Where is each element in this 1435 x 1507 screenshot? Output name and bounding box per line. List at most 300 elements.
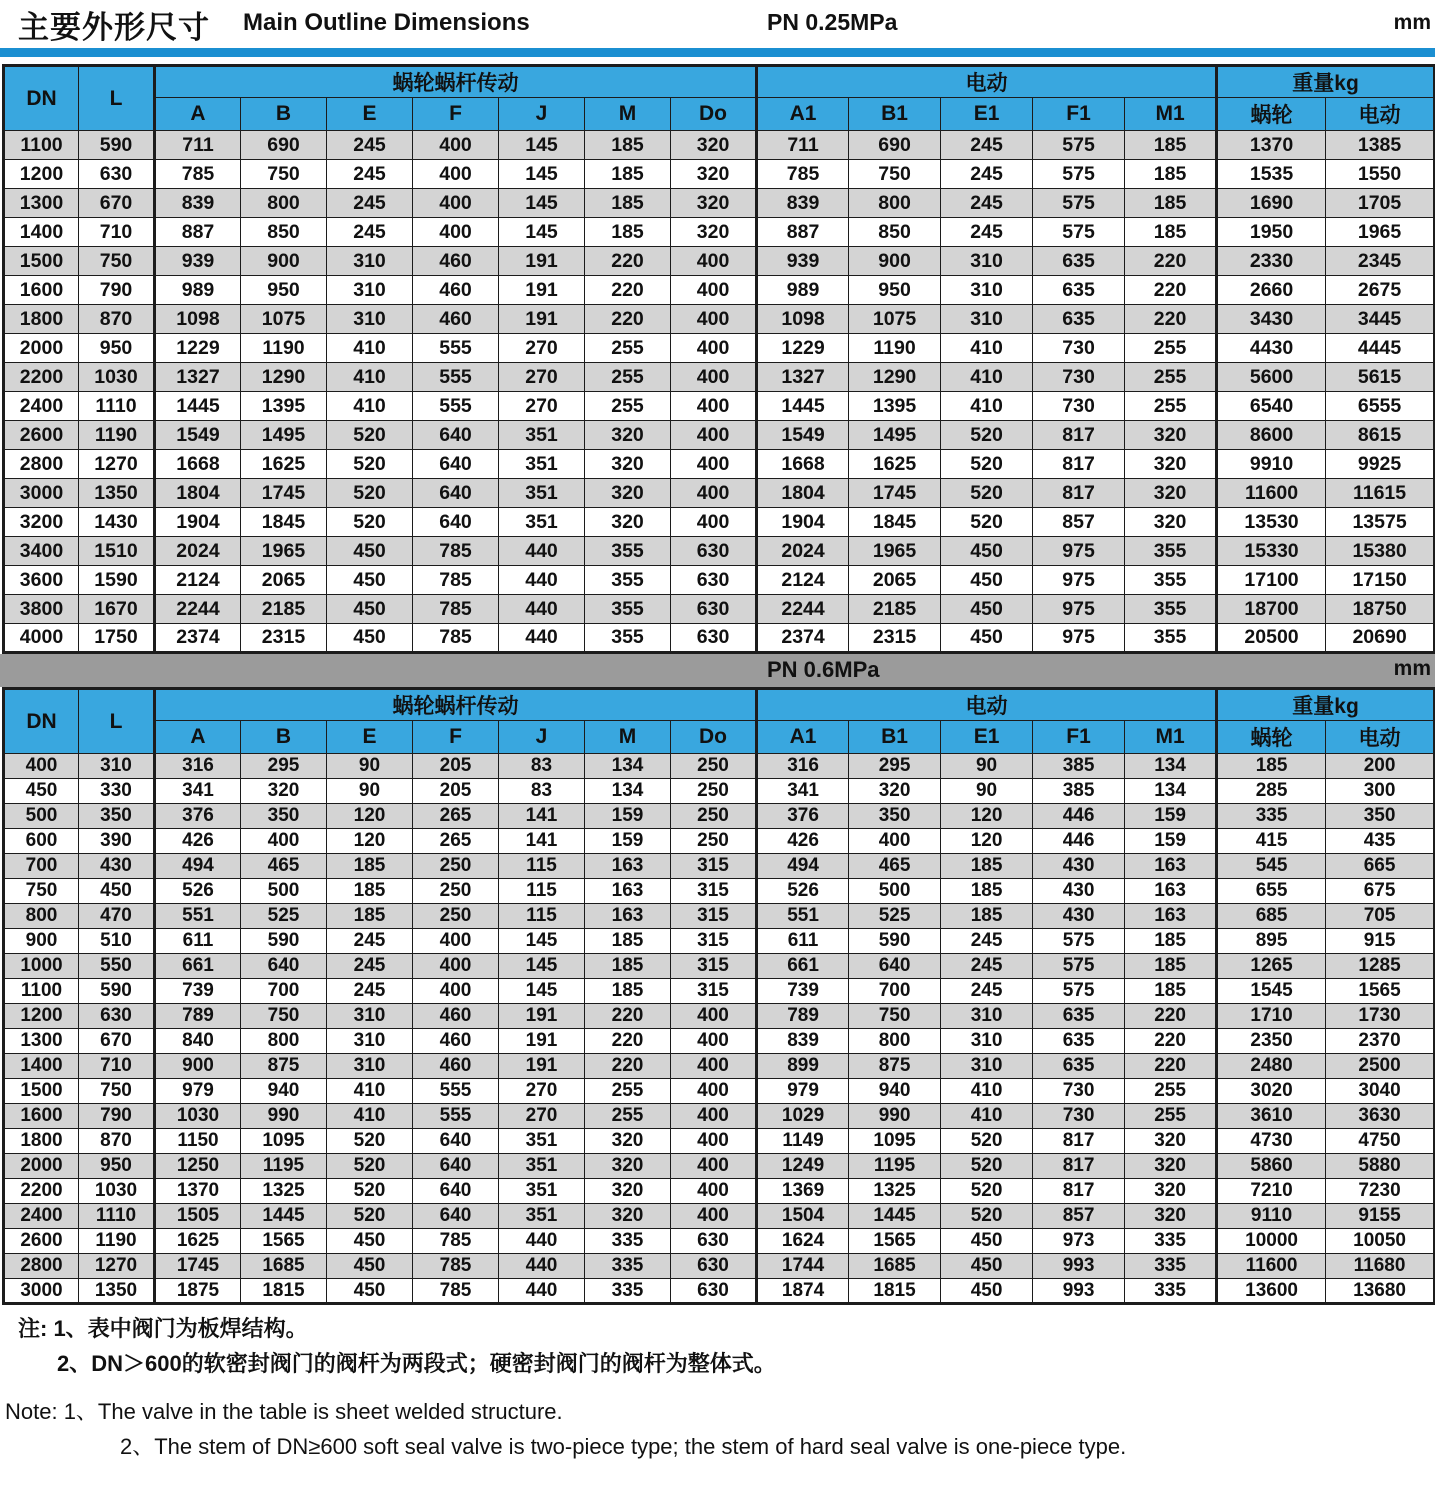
cell: 785 xyxy=(413,1229,499,1254)
col-header-a1: A1 xyxy=(757,721,849,754)
cell: 400 xyxy=(671,305,757,334)
cell: 817 xyxy=(1033,479,1125,508)
cell: 185 xyxy=(1125,131,1217,160)
cell: 11615 xyxy=(1326,479,1435,508)
cell: 185 xyxy=(1125,189,1217,218)
cell: 351 xyxy=(499,1204,585,1229)
cell: 245 xyxy=(327,954,413,979)
cell: 989 xyxy=(155,276,241,305)
cell: 255 xyxy=(1125,334,1217,363)
cell: 520 xyxy=(941,1204,1033,1229)
cell: 440 xyxy=(499,595,585,624)
cell: 335 xyxy=(585,1254,671,1279)
cell: 520 xyxy=(941,1179,1033,1204)
cell: 310 xyxy=(327,305,413,334)
cell: 335 xyxy=(585,1279,671,1304)
cell: 410 xyxy=(327,363,413,392)
cell: 255 xyxy=(585,1104,671,1129)
cell: 785 xyxy=(413,624,499,653)
cell: 185 xyxy=(327,879,413,904)
cell: 400 xyxy=(671,363,757,392)
cell: 440 xyxy=(499,566,585,595)
table-row xyxy=(4,1054,1435,1079)
cell: 163 xyxy=(1125,904,1217,929)
cell: 1385 xyxy=(1326,131,1435,160)
cell: 295 xyxy=(849,754,941,779)
cell: 635 xyxy=(1033,1054,1125,1079)
cell: 520 xyxy=(941,1129,1033,1154)
cell: 185 xyxy=(941,879,1033,904)
cell: 185 xyxy=(585,189,671,218)
cell: 3000 xyxy=(4,479,79,508)
cell: 900 xyxy=(155,1054,241,1079)
notes-section xyxy=(0,1318,1435,1458)
cell: 376 xyxy=(757,804,849,829)
table-row xyxy=(4,247,1435,276)
cell: 575 xyxy=(1033,189,1125,218)
cell: 739 xyxy=(757,979,849,1004)
cell: 520 xyxy=(941,450,1033,479)
cell: 800 xyxy=(241,189,327,218)
cell: 1400 xyxy=(4,1054,79,1079)
cell: 1904 xyxy=(757,508,849,537)
cell: 11600 xyxy=(1217,479,1326,508)
cell: 115 xyxy=(499,904,585,929)
cell: 1270 xyxy=(79,1254,155,1279)
cell: 2345 xyxy=(1326,247,1435,276)
cell: 635 xyxy=(1033,305,1125,334)
cell: 355 xyxy=(1125,537,1217,566)
cell: 500 xyxy=(241,879,327,904)
cell: 526 xyxy=(155,879,241,904)
cell: 555 xyxy=(413,1104,499,1129)
cell: 351 xyxy=(499,479,585,508)
cell: 975 xyxy=(1033,566,1125,595)
col-header-e: E xyxy=(327,721,413,754)
cell: 8615 xyxy=(1326,421,1435,450)
cell: 979 xyxy=(155,1079,241,1104)
cell: 975 xyxy=(1033,537,1125,566)
cell: 320 xyxy=(1125,1154,1217,1179)
cell: 245 xyxy=(941,979,1033,1004)
cell: 2400 xyxy=(4,392,79,421)
cell: 185 xyxy=(1125,979,1217,1004)
cell: 750 xyxy=(849,160,941,189)
cell: 9155 xyxy=(1326,1204,1435,1229)
cell: 640 xyxy=(413,450,499,479)
accent-bar xyxy=(0,48,1435,57)
group-header-weight: 重量kg xyxy=(1217,66,1435,98)
cell: 600 xyxy=(4,829,79,854)
cell: 450 xyxy=(4,779,79,804)
cell: 191 xyxy=(499,276,585,305)
cell: 1249 xyxy=(757,1154,849,1179)
cell: 1325 xyxy=(849,1179,941,1204)
cell: 551 xyxy=(155,904,241,929)
cell: 191 xyxy=(499,1029,585,1054)
cell: 635 xyxy=(1033,276,1125,305)
cell: 7230 xyxy=(1326,1179,1435,1204)
cell: 750 xyxy=(4,879,79,904)
cell: 817 xyxy=(1033,1129,1125,1154)
cell: 220 xyxy=(585,1029,671,1054)
table-row xyxy=(4,276,1435,305)
cell: 465 xyxy=(241,854,327,879)
cell: 940 xyxy=(241,1079,327,1104)
cell: 700 xyxy=(241,979,327,1004)
cell: 335 xyxy=(1125,1254,1217,1279)
cell: 575 xyxy=(1033,954,1125,979)
cell: 20500 xyxy=(1217,624,1326,653)
cell: 3200 xyxy=(4,508,79,537)
cell: 670 xyxy=(79,1029,155,1054)
table-row xyxy=(4,829,1435,854)
cell: 90 xyxy=(327,754,413,779)
cell: 555 xyxy=(413,1079,499,1104)
cell: 525 xyxy=(849,904,941,929)
cell: 415 xyxy=(1217,829,1326,854)
col-header-f1: F1 xyxy=(1033,98,1125,131)
cell: 134 xyxy=(1125,779,1217,804)
cell: 450 xyxy=(941,1254,1033,1279)
col-header-weight-worm: 蜗轮 xyxy=(1217,98,1326,131)
table-row xyxy=(4,218,1435,247)
cell: 440 xyxy=(499,1254,585,1279)
cell: 1327 xyxy=(155,363,241,392)
cell: 1730 xyxy=(1326,1004,1435,1029)
cell: 510 xyxy=(79,929,155,954)
cell: 1229 xyxy=(155,334,241,363)
cell: 310 xyxy=(941,1029,1033,1054)
cell: 3800 xyxy=(4,595,79,624)
cell: 220 xyxy=(585,305,671,334)
cell: 134 xyxy=(1125,754,1217,779)
cell: 1565 xyxy=(849,1229,941,1254)
cell: 3400 xyxy=(4,537,79,566)
cell: 1290 xyxy=(849,363,941,392)
cell: 4750 xyxy=(1326,1129,1435,1154)
cell: 163 xyxy=(585,854,671,879)
cell: 1565 xyxy=(241,1229,327,1254)
cell: 460 xyxy=(413,247,499,276)
cell: 440 xyxy=(499,537,585,566)
cell: 2660 xyxy=(1217,276,1326,305)
cell: 320 xyxy=(241,779,327,804)
cell: 1500 xyxy=(4,1079,79,1104)
cell: 270 xyxy=(499,392,585,421)
cell: 675 xyxy=(1326,879,1435,904)
table-row xyxy=(4,754,1435,779)
cell: 2315 xyxy=(849,624,941,653)
cell: 351 xyxy=(499,508,585,537)
cell: 1565 xyxy=(1326,979,1435,1004)
cell: 245 xyxy=(941,929,1033,954)
cell: 341 xyxy=(155,779,241,804)
cell: 555 xyxy=(413,334,499,363)
unit-label-bottom: mm xyxy=(1393,657,1431,680)
table2-header xyxy=(4,689,1435,754)
cell: 900 xyxy=(849,247,941,276)
cell: 410 xyxy=(327,1079,413,1104)
cell: 2185 xyxy=(241,595,327,624)
cell: 730 xyxy=(1033,1104,1125,1129)
cell: 430 xyxy=(79,854,155,879)
cell: 245 xyxy=(327,189,413,218)
cell: 590 xyxy=(79,131,155,160)
cell: 446 xyxy=(1033,804,1125,829)
cell: 320 xyxy=(1125,1129,1217,1154)
cell: 191 xyxy=(499,1054,585,1079)
cell: 520 xyxy=(327,450,413,479)
cell: 2124 xyxy=(155,566,241,595)
cell: 1904 xyxy=(155,508,241,537)
cell: 975 xyxy=(1033,624,1125,653)
cell: 2185 xyxy=(849,595,941,624)
cell: 440 xyxy=(499,624,585,653)
cell: 2065 xyxy=(241,566,327,595)
cell: 220 xyxy=(585,247,671,276)
table-row xyxy=(4,160,1435,189)
cell: 1745 xyxy=(155,1254,241,1279)
pressure-rating-bottom: PN 0.6MPa xyxy=(767,657,880,682)
cell: 185 xyxy=(585,160,671,189)
cell: 1110 xyxy=(79,392,155,421)
col-header-do: Do xyxy=(671,721,757,754)
cell: 785 xyxy=(413,1279,499,1304)
dimensions-table-pn06 xyxy=(2,687,1435,1305)
table-row xyxy=(4,1004,1435,1029)
cell: 993 xyxy=(1033,1254,1125,1279)
col-header-m1: M1 xyxy=(1125,721,1217,754)
table-row xyxy=(4,1154,1435,1179)
cell: 15380 xyxy=(1326,537,1435,566)
cell: 500 xyxy=(849,879,941,904)
cell: 989 xyxy=(757,276,849,305)
cell: 575 xyxy=(1033,979,1125,1004)
cell: 526 xyxy=(757,879,849,904)
cell: 3610 xyxy=(1217,1104,1326,1129)
cell: 90 xyxy=(941,754,1033,779)
cell: 1030 xyxy=(155,1104,241,1129)
cell: 320 xyxy=(671,218,757,247)
cell: 13680 xyxy=(1326,1279,1435,1304)
cell: 400 xyxy=(671,450,757,479)
cell: 351 xyxy=(499,1154,585,1179)
cell: 590 xyxy=(241,929,327,954)
group-header-electric: 电动 xyxy=(757,66,1217,98)
cell: 410 xyxy=(941,1079,1033,1104)
cell: 1110 xyxy=(79,1204,155,1229)
cell: 550 xyxy=(79,954,155,979)
cell: 790 xyxy=(79,1104,155,1129)
cell: 430 xyxy=(1033,854,1125,879)
cell: 494 xyxy=(757,854,849,879)
cell: 1098 xyxy=(757,305,849,334)
cell: 355 xyxy=(585,624,671,653)
cell: 1030 xyxy=(79,363,155,392)
cell: 355 xyxy=(1125,624,1217,653)
group-header-weight: 重量kg xyxy=(1217,689,1435,721)
cell: 750 xyxy=(79,247,155,276)
cell: 250 xyxy=(413,854,499,879)
cell: 2500 xyxy=(1326,1054,1435,1079)
cell: 630 xyxy=(671,537,757,566)
cell: 120 xyxy=(941,829,1033,854)
cell: 11680 xyxy=(1326,1254,1435,1279)
cell: 1668 xyxy=(155,450,241,479)
table-row xyxy=(4,537,1435,566)
cell: 255 xyxy=(585,392,671,421)
table-row xyxy=(4,131,1435,160)
cell: 850 xyxy=(241,218,327,247)
cell: 525 xyxy=(241,904,327,929)
cell: 1750 xyxy=(79,624,155,653)
cell: 520 xyxy=(941,421,1033,450)
cell: 295 xyxy=(241,754,327,779)
group-header-worm: 蜗轮蜗杆传动 xyxy=(155,689,757,721)
section-divider xyxy=(0,654,1435,687)
cell: 400 xyxy=(413,189,499,218)
cell: 611 xyxy=(155,929,241,954)
col-header-m: M xyxy=(585,721,671,754)
cell: 710 xyxy=(79,218,155,247)
cell: 400 xyxy=(413,218,499,247)
col-header-a: A xyxy=(155,98,241,131)
cell: 2675 xyxy=(1326,276,1435,305)
cell: 5880 xyxy=(1326,1154,1435,1179)
cell: 2800 xyxy=(4,450,79,479)
cell: 1690 xyxy=(1217,189,1326,218)
cell: 630 xyxy=(79,1004,155,1029)
cell: 185 xyxy=(1125,218,1217,247)
cell: 950 xyxy=(241,276,327,305)
cell: 15330 xyxy=(1217,537,1326,566)
cell: 351 xyxy=(499,1179,585,1204)
table-row xyxy=(4,305,1435,334)
cell: 899 xyxy=(757,1054,849,1079)
col-header-a: A xyxy=(155,721,241,754)
cell: 494 xyxy=(155,854,241,879)
cell: 90 xyxy=(327,779,413,804)
cell: 310 xyxy=(941,247,1033,276)
col-header-do: Do xyxy=(671,98,757,131)
cell: 400 xyxy=(671,334,757,363)
cell: 1875 xyxy=(155,1279,241,1304)
cell: 3430 xyxy=(1217,305,1326,334)
cell: 245 xyxy=(327,929,413,954)
table-row xyxy=(4,392,1435,421)
cell: 320 xyxy=(585,1154,671,1179)
cell: 255 xyxy=(585,363,671,392)
page-title-en: Main Outline Dimensions xyxy=(243,9,530,36)
cell: 335 xyxy=(1217,804,1326,829)
cell: 839 xyxy=(757,189,849,218)
cell: 1395 xyxy=(241,392,327,421)
cell: 185 xyxy=(585,929,671,954)
cell: 1800 xyxy=(4,1129,79,1154)
cell: 1549 xyxy=(155,421,241,450)
cell: 141 xyxy=(499,804,585,829)
cell: 450 xyxy=(79,879,155,904)
cell: 711 xyxy=(155,131,241,160)
cell: 520 xyxy=(327,508,413,537)
cell: 1710 xyxy=(1217,1004,1326,1029)
cell: 460 xyxy=(413,1004,499,1029)
cell: 18700 xyxy=(1217,595,1326,624)
cell: 320 xyxy=(585,1129,671,1154)
cell: 870 xyxy=(79,1129,155,1154)
cell: 400 xyxy=(671,247,757,276)
cell: 1195 xyxy=(241,1154,327,1179)
col-header-m: M xyxy=(585,98,671,131)
table-row xyxy=(4,779,1435,804)
cell: 915 xyxy=(1326,929,1435,954)
cell: 785 xyxy=(413,537,499,566)
cell: 1965 xyxy=(1326,218,1435,247)
cell: 13530 xyxy=(1217,508,1326,537)
table-row xyxy=(4,1129,1435,1154)
cell: 205 xyxy=(413,754,499,779)
cell: 400 xyxy=(671,1104,757,1129)
cell: 460 xyxy=(413,1029,499,1054)
cell: 1095 xyxy=(849,1129,941,1154)
cell: 185 xyxy=(1125,929,1217,954)
col-header-j: J xyxy=(499,721,585,754)
col-header-b1: B1 xyxy=(849,721,941,754)
col-header-e1: E1 xyxy=(941,721,1033,754)
cell: 10000 xyxy=(1217,1229,1326,1254)
cell: 255 xyxy=(585,334,671,363)
cell: 83 xyxy=(499,754,585,779)
table-row xyxy=(4,624,1435,653)
cell: 1549 xyxy=(757,421,849,450)
cell: 1250 xyxy=(155,1154,241,1179)
cell: 9925 xyxy=(1326,450,1435,479)
col-header-l: L xyxy=(79,689,155,754)
cell: 351 xyxy=(499,1129,585,1154)
cell: 1200 xyxy=(4,1004,79,1029)
table-row xyxy=(4,1254,1435,1279)
table-row xyxy=(4,566,1435,595)
cell: 500 xyxy=(4,804,79,829)
cell: 640 xyxy=(413,421,499,450)
cell: 400 xyxy=(671,1029,757,1054)
col-header-weight-worm: 蜗轮 xyxy=(1217,721,1326,754)
cell: 245 xyxy=(941,189,1033,218)
cell: 185 xyxy=(585,131,671,160)
cell: 710 xyxy=(79,1054,155,1079)
cell: 115 xyxy=(499,854,585,879)
cell: 520 xyxy=(327,1129,413,1154)
col-header-dn: DN xyxy=(4,66,79,131)
cell: 739 xyxy=(155,979,241,1004)
cell: 1745 xyxy=(849,479,941,508)
cell: 2480 xyxy=(1217,1054,1326,1079)
cell: 1285 xyxy=(1326,954,1435,979)
cell: 220 xyxy=(1125,1029,1217,1054)
cell: 630 xyxy=(671,1229,757,1254)
cell: 3020 xyxy=(1217,1079,1326,1104)
cell: 134 xyxy=(585,779,671,804)
cell: 410 xyxy=(941,363,1033,392)
col-header-j: J xyxy=(499,98,585,131)
cell: 163 xyxy=(1125,854,1217,879)
col-header-f: F xyxy=(413,98,499,131)
cell: 270 xyxy=(499,363,585,392)
cell: 1845 xyxy=(241,508,327,537)
cell: 255 xyxy=(1125,1079,1217,1104)
cell: 1325 xyxy=(241,1179,327,1204)
